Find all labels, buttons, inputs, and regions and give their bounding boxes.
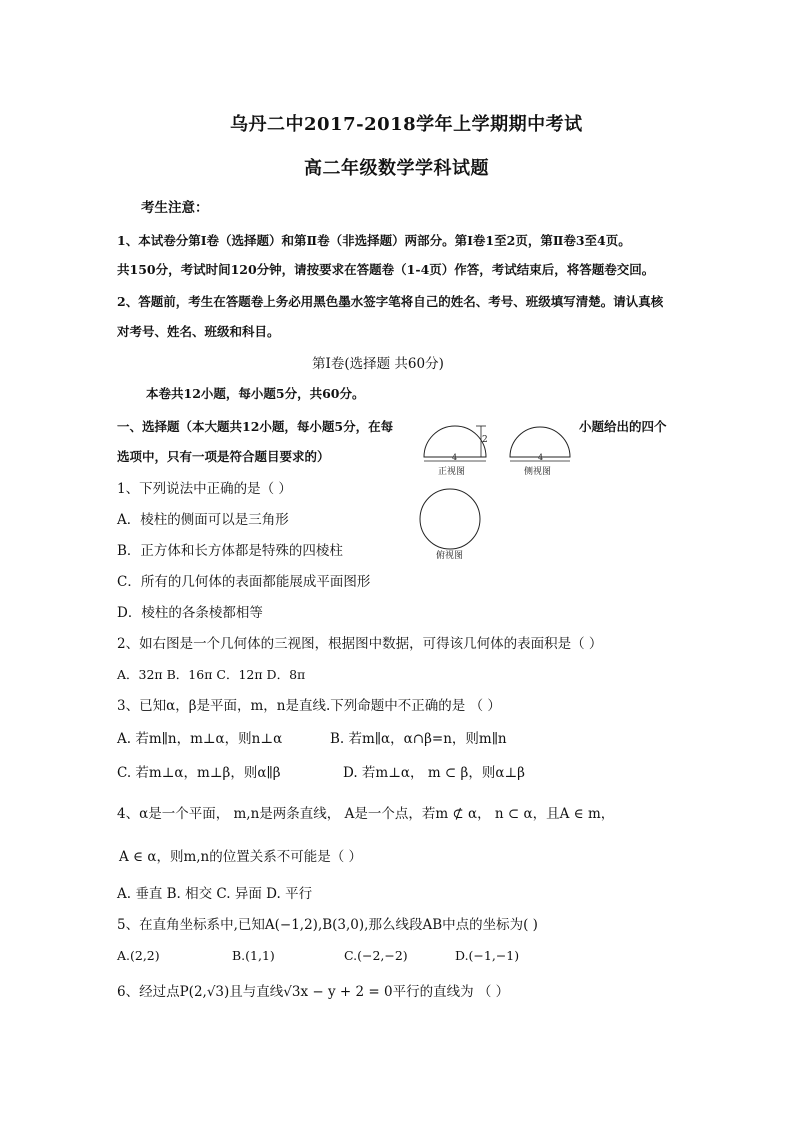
q1-option-d: D．棱柱的各条棱都相等: [117, 605, 263, 621]
section-intro-c: 选项中，只有一项是符合题目要求的）: [117, 449, 330, 464]
q3-stem: 3、已知α，β是平面，m，n是直线.下列命题中不正确的是 （ ）: [117, 698, 501, 714]
q4-stem: 4、α是一个平面， m,n是两条直线， A是一个点，若m ⊄ α， n ⊂ α，且A ∈ m，: [117, 806, 615, 822]
q3-option-c: C. 若m⊥α，m⊥β，则α∥β: [117, 765, 281, 781]
q5-option-d: D.(−1,−1): [455, 948, 520, 963]
front-width-dimension: 4: [452, 453, 458, 462]
section-intro-a: 一、选择题（本大题共12小题，每小题5分，在每: [117, 419, 394, 434]
side-view-label: 侧视图: [524, 467, 552, 477]
q5-option-b: B.(1,1): [232, 948, 275, 963]
q2-options: A．32π B．16π C．12π D．8π: [117, 667, 306, 682]
q4-options: A. 垂直 B. 相交 C. 异面 D. 平行: [117, 886, 313, 902]
three-view-figure: [410, 412, 600, 562]
q1-option-c: C．所有的几何体的表面都能展成平面图形: [117, 574, 371, 590]
q5-option-a: A.(2,2): [117, 948, 160, 963]
notice-heading: 考生注意：: [141, 200, 209, 216]
section-intro-b: 小题给出的四个: [579, 419, 667, 434]
q3-option-a: A. 若m∥n，m⊥α，则n⊥α: [117, 731, 283, 747]
q2-stem: 2、如右图是一个几何体的三视图，根据图中数据，可得该几何体的表面积是（ ）: [117, 636, 603, 652]
side-width-dimension: 4: [538, 453, 544, 462]
notice-line-1: 1、本试卷分第Ⅰ卷（选择题）和第Ⅱ卷（非选择题）两部分。第Ⅰ卷1至2页，第Ⅱ卷3至4页。: [117, 233, 631, 248]
q6-stem: 6、经过点P(2,√3)且与直线√3x − y + 2 = 0平行的直线为 （ ）: [117, 984, 510, 1000]
part1-heading: 第Ⅰ卷(选择题 共60分): [312, 356, 444, 372]
height-dimension: 2: [482, 435, 488, 445]
q3-option-b: B. 若m∥α，α∩β=n，则m∥n: [330, 731, 507, 747]
q1-option-a: A．棱柱的侧面可以是三角形: [117, 512, 289, 528]
q3-option-d: D. 若m⊥α， m ⊂ β，则α⊥β: [343, 765, 525, 781]
notice-line-3: 2、答题前，考生在答题卷上务必用黑色墨水签字笔将自己的姓名、考号、班级填写清楚。请认真核: [117, 294, 664, 309]
top-view-shape: [420, 489, 480, 549]
top-view-label: 俯视图: [436, 551, 464, 561]
q1-stem: 1、下列说法中正确的是（ ）: [117, 481, 292, 497]
part1-intro: 本卷共12小题，每小题5分，共60分。: [146, 386, 365, 401]
notice-line-2: 共150分，考试时间120分钟，请按要求在答题卷（1-4页）作答，考试结束后，将答题卷交回。: [117, 262, 655, 277]
notice-line-4: 对考号、姓名、班级和科目。: [117, 324, 280, 339]
q5-option-c: C.(−2,−2): [344, 948, 408, 963]
q1-option-b: B．正方体和长方体都是特殊的四棱柱: [117, 543, 343, 559]
exam-title: 乌丹二中2017-2018学年上学期期中考试: [230, 114, 583, 135]
q4-stem-cont: A ∈ α，则m,n的位置关系不可能是（ ）: [119, 849, 363, 865]
front-view-label: 正视图: [438, 467, 466, 477]
exam-subtitle: 高二年级数学学科试题: [304, 158, 489, 179]
q5-stem: 5、在直角坐标系中,已知A(−1,2),B(3,0),那么线段AB中点的坐标为( ): [117, 917, 538, 933]
